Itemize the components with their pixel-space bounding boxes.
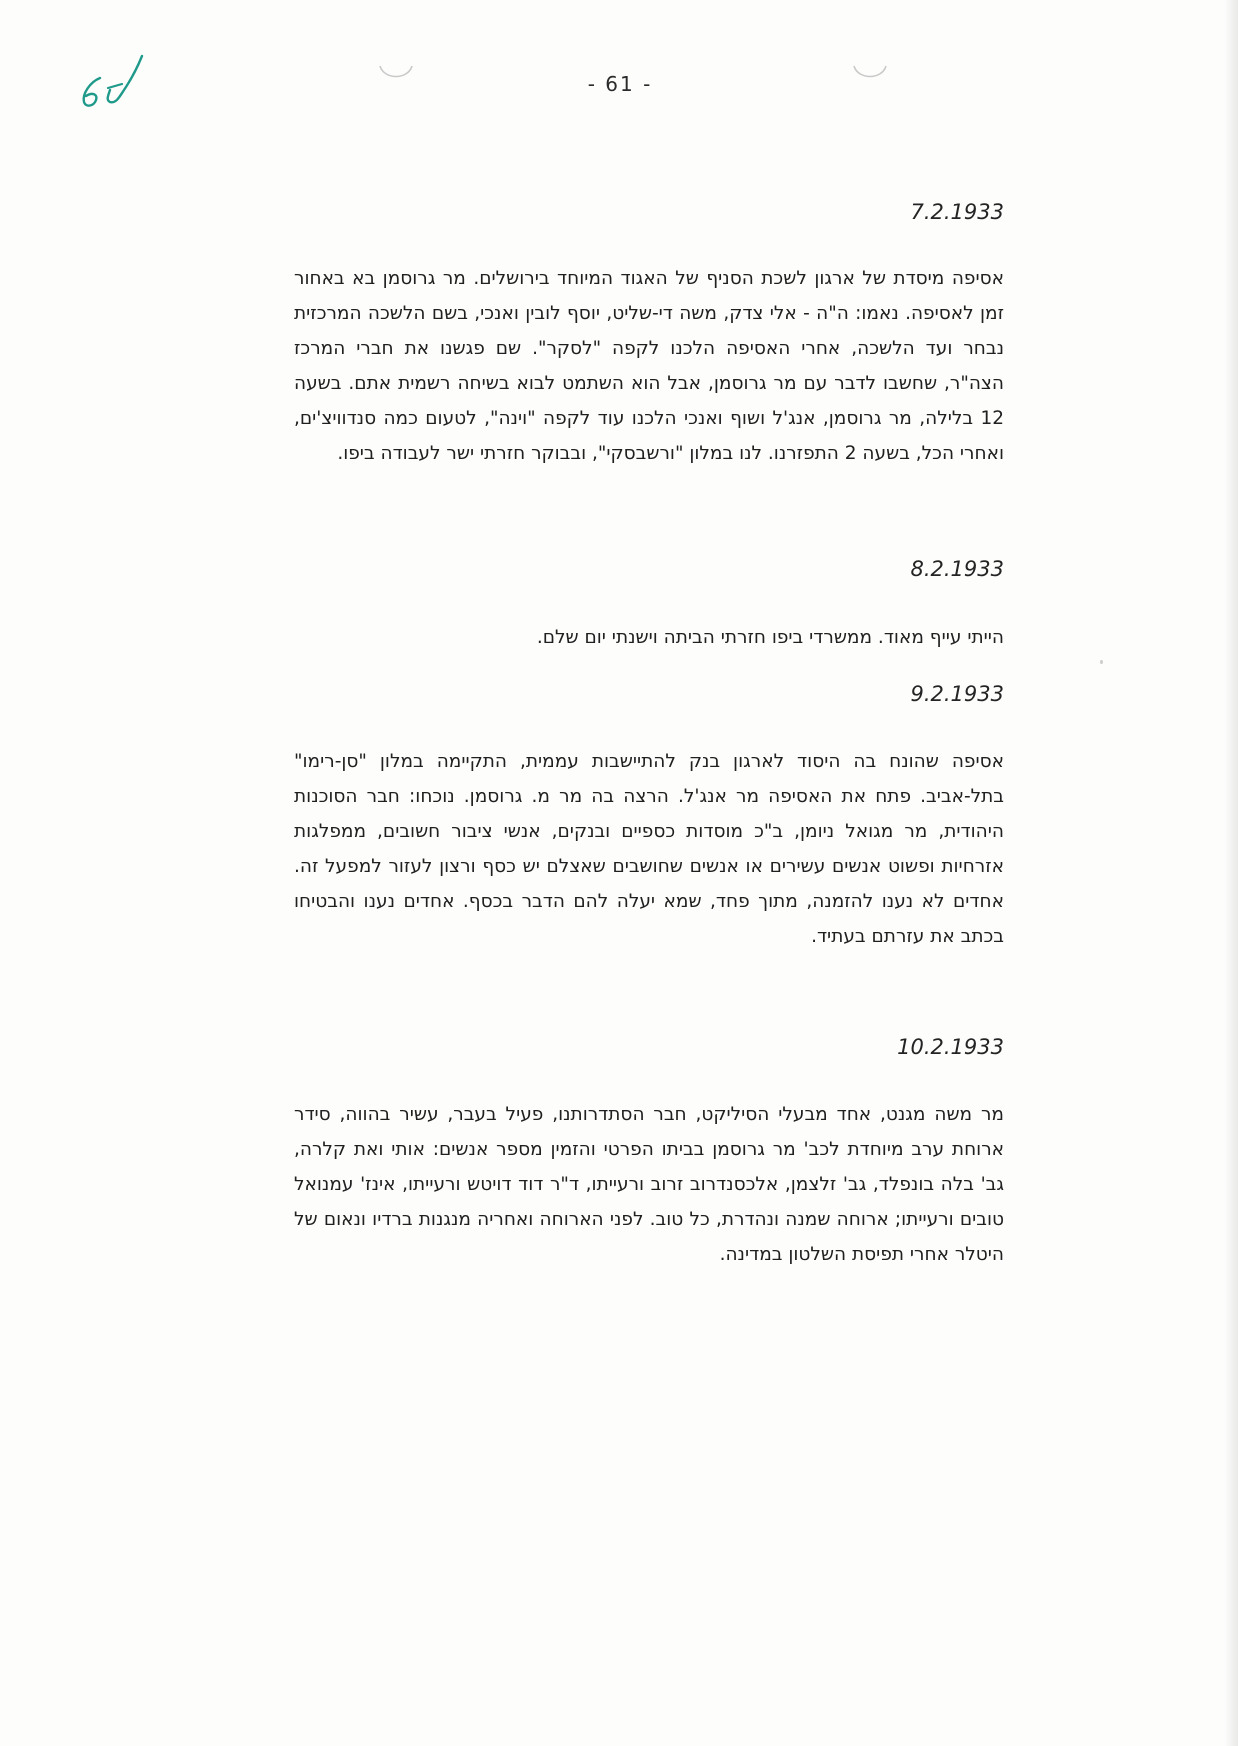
- entry-date: 7.2.1933: [910, 200, 1004, 224]
- entry-text: הייתי עייף מאוד. ממשרדי ביפו חזרתי הביתה וישנתי יום שלם.: [536, 627, 1004, 648]
- entry-text: אסיפה מיסדת של ארגון לשכת הסניף של האגוד המיוחד בירושלים. מר גרוסמן בא באחור זמן לאסיפה. נאמו: ה"ה - אלי צדק, משה די-שליט, יוסף לובין ואנכי, בשם הלשכה המרכזית נבחר ועד הלשכה, אחרי האסיפה הלכנו לקפה "לסקר". שם פגשנו את חברי המרכז הצה"ר, שחשבו לדבר עם מר גרוסמן, אבל הוא השתמט לבוא בשיחה רשמית אתם. בשעה 12 בלילה, מר גרוסמן, אנג'ל ושוף ואנכי הלכנו עוד לקפה "וינה", לטעום כמה סנדוויצ'ים, ואחרי הכל, בשעה 2 התפזרנו. לנו במלון "ורשבסקי", ובבוקר חזרתי ישר לעבודה ביפו.: [294, 268, 1004, 464]
- entry-date: 10.2.1933: [897, 1035, 1004, 1059]
- page-number: - 61 -: [587, 72, 653, 96]
- entry-date: 9.2.1933: [910, 682, 1004, 706]
- paper-speck: [1100, 660, 1103, 664]
- handwritten-page-number: [78, 48, 150, 120]
- punch-hole-mark: [852, 62, 888, 86]
- paper-edge-shadow: [1224, 0, 1238, 1746]
- entry-date: 8.2.1933: [910, 557, 1004, 581]
- punch-hole-mark: [378, 62, 414, 86]
- entry-text: אסיפה שהונח בה היסוד לארגון בנק להתיישבות עממית, התקיימה במלון "סן-רימו" בתל-אביב. פתח את האסיפה מר אנג'ל. הרצה בה מר מ. גרוסמן. נוכחו: חבר הסוכנות היהודית, מר מגואל ניומן, ב"כ מוסדות כספיים ובנקים, אנשי ציבור חשובים, ממפלגות אזרחיות ופשוט אנשים עשירים או אנשים שחושבים שאצלם יש כסף ורצון לעזור למפעל זה. אחדים לא נענו להזמנה, מתוך פחד, שמא יעלה להם הדבר בכסף. אחדים נענו והבטיחו בכתב את עזרתם בעתיד.: [294, 751, 1004, 947]
- entry-text: מר משה מגנט, אחד מבעלי הסיליקט, חבר הסתדרותנו, פעיל בעבר, עשיר בהווה, סידר ארוחת ערב מיוחדת לכב' מר גרוסמן בביתו הפרטי והזמין מספר אנשים: אותי ואת קלרה, גב' בלה בונפלד, גב' זלצמן, אלכסנדרוב זרוב ורעייתו, ד"ר דוד דויטש ורעייתו, אינז' עמנואל טובים ורעייתו; ארוחה שמנה ונהדרת, כל טוב. לפני הארוחה ואחריה מנגנות ברדיו ונאום של היטלר אחרי תפיסת השלטון במדינה.: [294, 1104, 1004, 1265]
